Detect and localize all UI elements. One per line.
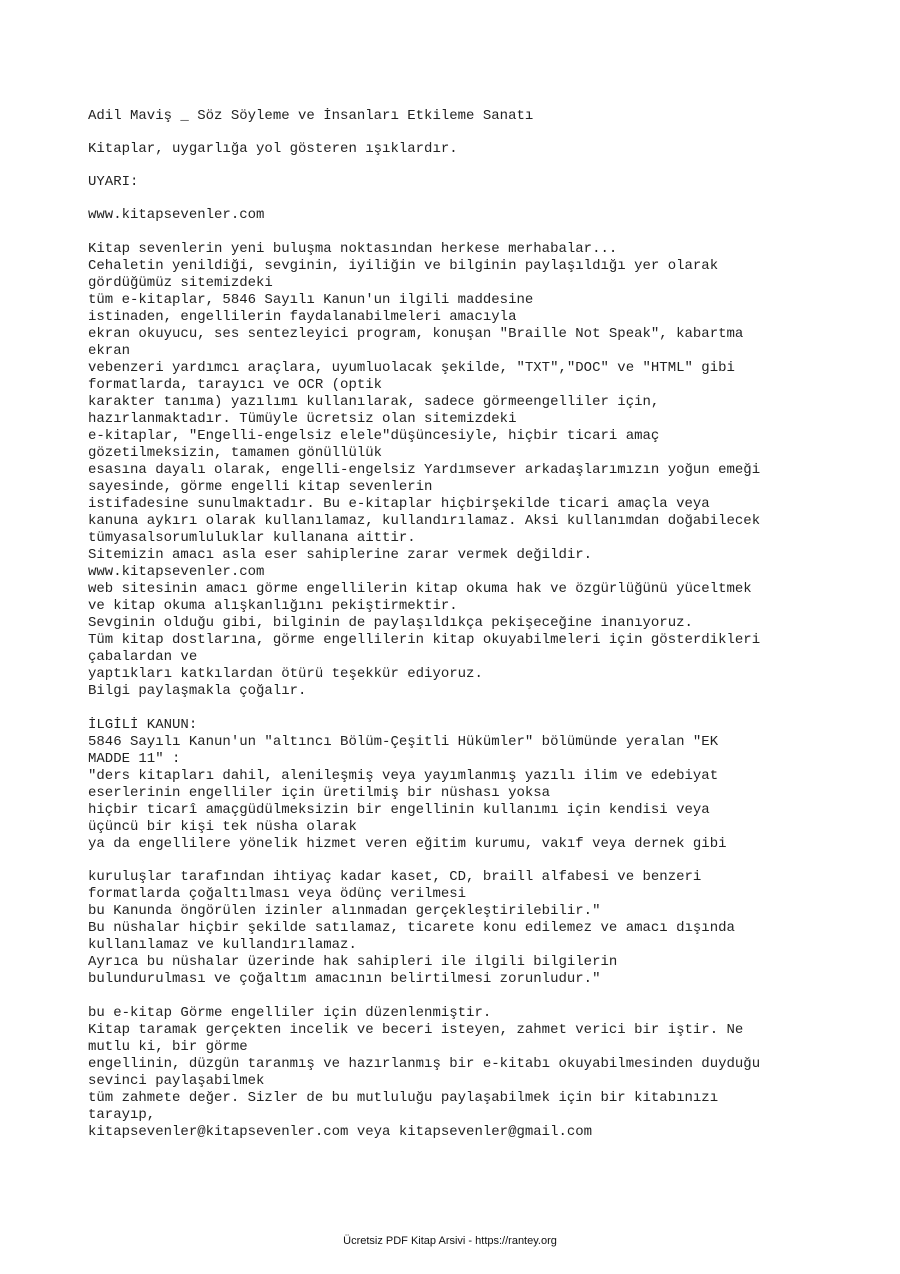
text-line: ya da engellilere yönelik hizmet veren eğitim kurumu, vakıf veya dernek gibi — [88, 836, 727, 852]
text-line: formatlarda, tarayıcı ve OCR (optik — [88, 377, 383, 393]
spacer — [88, 125, 878, 141]
text-line: çabalardan ve — [88, 649, 198, 665]
text-line: esasına dayalı olarak, engelli-engelsiz Yardımsever arkadaşlarımızın yoğun emeği — [88, 462, 761, 478]
text-line: eserlerinin engelliler için üretilmiş bir nüshası yoksa — [88, 785, 551, 801]
text-line: Sevginin olduğu gibi, bilginin de paylaşıldıkça pekişeceğine inanıyoruz. — [88, 615, 693, 631]
text-line: bu e-kitap Görme engelliler için düzenlenmiştir. — [88, 1005, 492, 1021]
page-footer: Ücretsiz PDF Kitap Arsivi - https://rantey.org — [343, 1235, 557, 1247]
text-line: "ders kitapları dahil, alenileşmiş veya yayımlanmış yazılı ilim ve edebiyat — [88, 768, 719, 784]
text-line: karakter tanıma) yazılımı kullanılarak, sadece görmeengelliler için, — [88, 394, 660, 410]
text-line: vebenzeri yardımcı araçlara, uyumluolacak şekilde, "TXT","DOC" ve "HTML" gibi — [88, 360, 735, 376]
text-line: Cehaletin yenildiği, sevginin, iyiliğin ve bilginin paylaşıldığı yer olarak — [88, 258, 719, 274]
text-line: hiçbir ticarî amaçgüdülmeksizin bir engellinin kullanımı için kendisi veya — [88, 802, 710, 818]
spacer — [88, 853, 878, 869]
spacer — [88, 700, 878, 717]
spacer — [88, 191, 878, 207]
spacer — [88, 224, 878, 241]
text-line: ekran okuyucu, ses sentezleyici program, konuşan "Braille Not Speak", kabartma — [88, 326, 744, 342]
text-line: formatlarda çoğaltılması veya ödünç verilmesi — [88, 886, 467, 902]
text-line: sayesinde, görme engelli kitap sevenlerin — [88, 479, 433, 495]
text-line: gördüğümüz sitemizdeki — [88, 275, 273, 291]
law-paragraph — [88, 717, 878, 853]
text-line: üçüncü bir kişi tek nüsha olarak — [88, 819, 357, 835]
spacer — [88, 988, 878, 1005]
text-line: Bu nüshalar hiçbir şekilde satılamaz, ticarete konu edilemez ve amacı dışında — [88, 920, 735, 936]
text-line: engellinin, düzgün taranmış ve hazırlanmış bir e-kitabı okuyabilmesinden duyduğu — [88, 1056, 761, 1072]
text-line: bulundurulması ve çoğaltım amacının belirtilmesi zorunludur." — [88, 971, 601, 987]
document-title: Adil Maviş _ Söz Söyleme ve İnsanları Etkileme Sanatı — [88, 108, 534, 124]
spacer — [88, 158, 878, 174]
text-line: Bilgi paylaşmakla çoğalır. — [88, 683, 307, 699]
text-line: kullanılamaz ve kullandırılamaz. — [88, 937, 357, 953]
text-line: kuruluşlar tarafından ihtiyaç kadar kaset, CD, braill alfabesi ve benzeri — [88, 869, 702, 885]
text-line: tüm e-kitaplar, 5846 Sayılı Kanun'un ilgili maddesine — [88, 292, 534, 308]
text-line: 5846 Sayılı Kanun'un "altıncı Bölüm-Çeşitli Hükümler" bölümünde yeralan "EK — [88, 734, 719, 750]
text-line: Sitemizin amacı asla eser sahiplerine zarar vermek değildir. — [88, 547, 593, 563]
tagline: Kitaplar, uygarlığa yol gösteren ışıklardır. — [88, 141, 458, 157]
text-line: yaptıkları katkılardan ötürü teşekkür ediyoruz. — [88, 666, 483, 682]
warning-heading: UYARI: — [88, 174, 139, 190]
text-line: gözetilmeksizin, tamamen gönüllülük — [88, 445, 383, 461]
text-line: ekran — [88, 343, 131, 359]
text-line: tüm zahmete değer. Sizler de bu mutluluğu paylaşabilmek için bir kitabınızı — [88, 1090, 719, 1106]
text-line: web sitesinin amacı görme engellilerin kitap okuma hak ve özgürlüğünü yüceltmek — [88, 581, 752, 597]
text-line: MADDE 11" : — [88, 751, 181, 767]
text-line: kanuna aykırı olarak kullanılamaz, kullandırılamaz. Aksi kullanımdan doğabilecek — [88, 513, 761, 529]
text-line: sevinci paylaşabilmek — [88, 1073, 265, 1089]
text-line: Ayrıca bu nüshalar üzerinde hak sahipleri ile ilgili bilgilerin — [88, 954, 618, 970]
site-url: www.kitapsevenler.com — [88, 207, 265, 223]
text-line: istinaden, engellilerin faydalanabilmeleri amacıyla — [88, 309, 517, 325]
text-line: tümyasalsorumluluklar kullanana aittir. — [88, 530, 416, 546]
text-line: Kitap taramak gerçekten incelik ve beceri isteyen, zahmet verici bir iştir. Ne — [88, 1022, 744, 1038]
text-line: istifadesine sunulmaktadır. Bu e-kitaplar hiçbirşekilde ticari amaçla veya — [88, 496, 710, 512]
text-line: tarayıp, — [88, 1107, 156, 1123]
law-heading: İLGİLİ KANUN: — [88, 717, 198, 733]
text-line: Kitap sevenlerin yeni buluşma noktasından herkese merhabalar... — [88, 241, 618, 257]
text-line: bu Kanunda öngörülen izinler alınmadan gerçekleştirilebilir." — [88, 903, 601, 919]
text-line: ve kitap okuma alışkanlığını pekiştirmektir. — [88, 598, 458, 614]
document-body — [88, 108, 878, 1141]
text-line: hazırlanmaktadır. Tümüyle ücretsiz olan sitemizdeki — [88, 411, 517, 427]
text-line: e-kitaplar, "Engelli-engelsiz elele"düşüncesiyle, hiçbir ticari amaç — [88, 428, 660, 444]
text-line: www.kitapsevenler.com — [88, 564, 265, 580]
warning-paragraph — [88, 241, 878, 700]
text-line: mutlu ki, bir görme — [88, 1039, 248, 1055]
contact-emails: kitapsevenler@kitapsevenler.com veya kitapsevenler@gmail.com — [88, 1124, 593, 1140]
closing-paragraph — [88, 1005, 878, 1141]
law-paragraph-continued — [88, 869, 878, 988]
text-line: Tüm kitap dostlarına, görme engellilerin kitap okuyabilmeleri için gösterdikleri — [88, 632, 761, 648]
